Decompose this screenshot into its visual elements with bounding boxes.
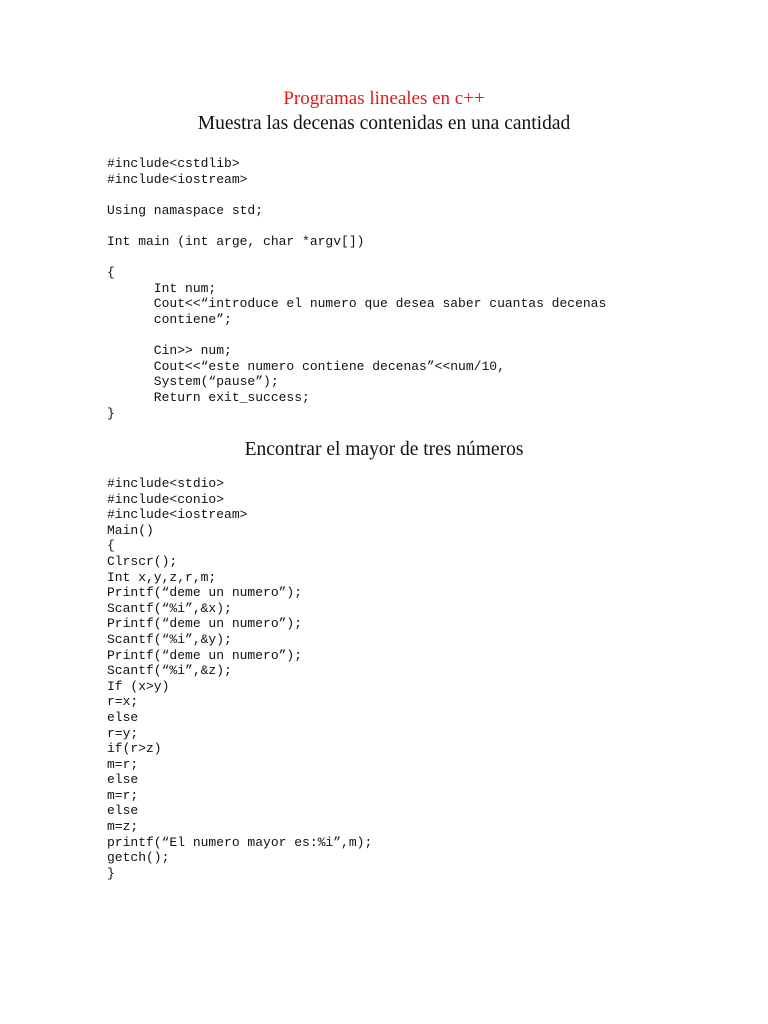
code-line: #include<conio> (107, 491, 225, 507)
code-line: else (107, 803, 139, 819)
code-line: { (107, 538, 115, 554)
code-line: r=y; (107, 725, 139, 741)
section-2-title: Encontrar el mayor de tres números (244, 439, 524, 460)
document-title: Programas lineales en c++ (283, 88, 485, 109)
section-1-title: Muestra las decenas contenidas en una cantidad (197, 113, 571, 134)
code-line: Cin>> num; (107, 343, 232, 359)
code-line (107, 328, 606, 344)
code-line: Cout<<“introduce el numero que desea saber cuantas decenas (107, 296, 607, 312)
code-block-mayor (107, 476, 372, 881)
code-line: m=r; (107, 787, 139, 803)
code-line: #include<stdio> (107, 476, 225, 491)
code-line: Scantf(“%i”,&y); (107, 631, 232, 647)
code-line: #include<cstdlib> (107, 156, 240, 171)
code-line: getch(); (107, 850, 170, 866)
code-line: Clrscr(); (107, 553, 178, 569)
code-line: #include<iostream> (107, 507, 248, 523)
code-line: Int num; (107, 280, 217, 296)
code-line: contiene”; (107, 311, 232, 327)
code-line: printf(“El numero mayor es:%i”,m); (107, 834, 373, 850)
code-line: If (x>y) (107, 678, 170, 694)
code-line: Main() (107, 522, 154, 538)
code-line: Scantf(“%i”,&z); (107, 663, 232, 679)
code-line (107, 218, 606, 234)
code-line: Using namaspace std; (107, 202, 264, 218)
code-line: else (107, 772, 139, 788)
code-line: Printf(“deme un numero”); (107, 647, 303, 663)
code-line: Scantf(“%i”,&x); (107, 600, 232, 616)
code-line (107, 187, 606, 203)
code-line: Return exit_success; (107, 389, 310, 405)
code-line: else (107, 709, 139, 725)
code-line: m=r; (107, 756, 139, 772)
code-line: r=x; (107, 694, 139, 710)
code-line: m=z; (107, 819, 139, 835)
code-line: Int main (int arge, char *argv[]) (107, 233, 365, 249)
code-line: #include<iostream> (107, 171, 248, 187)
code-block-decenas (107, 156, 606, 421)
code-line: System(“pause”); (107, 374, 279, 390)
code-line: Printf(“deme un numero”); (107, 585, 303, 601)
code-line: Printf(“deme un numero”); (107, 616, 303, 632)
code-line: if(r>z) (107, 741, 162, 757)
code-line: { (107, 265, 115, 281)
code-line: } (107, 865, 115, 881)
code-line: } (107, 405, 115, 421)
code-line: Int x,y,z,r,m; (107, 569, 217, 585)
code-line: Cout<<“este numero contiene decenas”<<num/10, (107, 358, 505, 374)
code-line (107, 250, 606, 266)
